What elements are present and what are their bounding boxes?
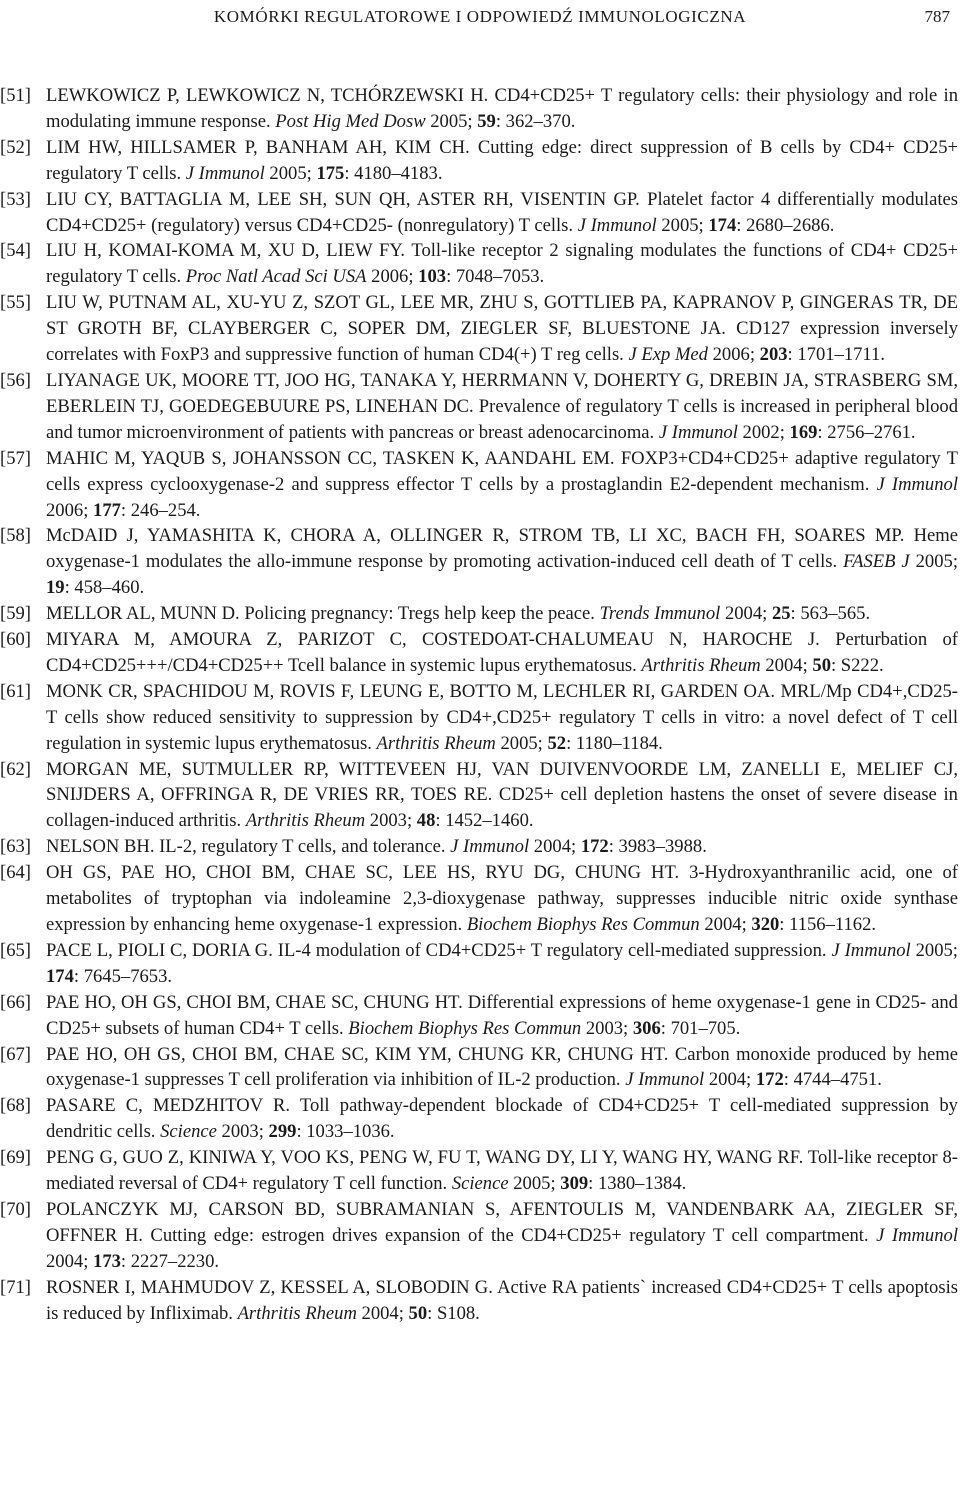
reference-authors: LIM HW, HILLSAMER P, BANHAM AH, KIM CH.	[46, 136, 470, 158]
reference-journal: J Immunol	[185, 162, 265, 184]
reference-title: IL-2, regulatory T cells, and tolerance.	[154, 836, 451, 858]
reference-item	[0, 679, 958, 757]
reference-title: 3-Hydroxyanthranilic acid, one of metabolites of tryptophan via indoleamine 2,3-dioxygenase pathway, suppresses inducible nitric oxide synthase expression by enhancing heme oxygenase-1 expression.	[46, 862, 958, 935]
reference-title: Toll-like receptor 8-mediated reversal of CD4+ regulatory T cell function.	[46, 1147, 958, 1195]
reference-pages: : S222.	[830, 654, 884, 676]
reference-list	[0, 83, 958, 1327]
reference-authors: LIU H, KOMAI-KOMA M, XU D, LIEW FY.	[46, 240, 406, 262]
reference-volume: 59	[477, 110, 496, 132]
reference-pages: : 1180–1184.	[566, 732, 663, 754]
reference-number: [57]	[0, 447, 31, 469]
reference-year: 2005;	[508, 1173, 561, 1195]
reference-authors: MONK CR, SPACHIDOU M, ROVIS F, LEUNG E, BOTTO M, LECHLER RI, GARDEN OA.	[46, 680, 776, 702]
reference-item	[0, 860, 958, 938]
reference-number: [54]	[0, 240, 31, 262]
reference-item	[0, 757, 958, 835]
reference-volume: 25	[771, 603, 791, 625]
reference-authors: NELSON BH.	[46, 836, 155, 858]
reference-number: [51]	[0, 85, 31, 106]
reference-year: 2004;	[529, 836, 581, 858]
reference-volume: 174	[46, 965, 74, 987]
reference-journal: Arthritis Rheum	[237, 1302, 357, 1324]
reference-authors: LIU CY, BATTAGLIA M, LEE SH, SUN QH, ASTER RH, VISENTIN GP.	[46, 188, 640, 210]
reference-number: [64]	[0, 862, 31, 884]
reference-authors: MAHIC M, YAQUB S, JOHANSSON CC, TASKEN K, AANDAHL EM.	[46, 447, 615, 469]
reference-authors: LEWKOWICZ P, LEWKOWICZ N, TCHÓRZEWSKI H.	[46, 85, 489, 106]
reference-volume: 19	[46, 577, 65, 599]
reference-title: Cutting edge: estrogen drives expansion of the CD4+CD25+ regulatory T cell compartment.	[142, 1224, 877, 1246]
reference-pages: : 2227–2230.	[120, 1250, 220, 1272]
reference-volume: 175	[316, 162, 345, 184]
reference-number: [53]	[0, 188, 31, 210]
reference-journal: Arthritis Rheum	[376, 732, 496, 754]
reference-journal: Proc Natl Acad Sci USA	[185, 266, 367, 288]
reference-authors: LIYANAGE UK, MOORE TT, JOO HG, TANAKA Y, HERRMANN V, DOHERTY G, DREBIN JA, STRASBERG SM, EBERLEIN TJ, GOEDEGEBUURE PS, LINEHAN DC.	[46, 369, 958, 417]
reference-authors: POLANCZYK MJ, CARSON BD, SUBRAMANIAN S, AFENTOULIS M, VANDENBARK AA, ZIEGLER SF, OFFNER H.	[46, 1198, 958, 1246]
reference-title: FOXP3+CD4+CD25+ adaptive regulatory T cells express cyclooxygenase-2 and suppress effector T cells by a prostaglandin E2-dependent mechanism.	[46, 447, 958, 495]
reference-volume: 309	[560, 1173, 589, 1195]
reference-number: [52]	[0, 136, 31, 158]
reference-number: [69]	[0, 1147, 31, 1169]
reference-volume: 169	[789, 421, 818, 443]
reference-item	[0, 938, 958, 990]
reference-number: [58]	[0, 525, 31, 547]
running-title: KOMÓRKI REGULATOROWE I ODPOWIEDŹ IMMUNOLOGICZNA	[213, 7, 747, 26]
reference-item	[0, 834, 958, 860]
reference-authors: MORGAN ME, SUTMULLER RP, WITTEVEEN HJ, VAN DUIVENVOORDE LM, ZANELLI E, MELIEF CJ, SNIJDERS A, OFFRINGA R, DE VRIES RR, TOES RE.	[46, 758, 958, 806]
reference-item	[0, 368, 958, 446]
reference-number: [63]	[0, 836, 31, 858]
reference-authors: PACE L, PIOLI C, DORIA G.	[46, 939, 273, 961]
reference-item	[0, 1042, 958, 1094]
reference-volume: 320	[751, 914, 780, 935]
reference-item	[0, 1145, 958, 1197]
reference-year: 2006;	[46, 499, 94, 521]
reference-item	[0, 290, 958, 368]
reference-year: 2002;	[737, 421, 790, 443]
reference-number: [59]	[0, 603, 31, 625]
reference-item	[0, 446, 958, 524]
reference-journal: J Immunol	[876, 473, 958, 495]
reference-pages: : 3983–3988.	[608, 836, 707, 858]
reference-number: [65]	[0, 939, 31, 961]
reference-volume: 172	[580, 836, 609, 858]
reference-journal: Biochem Biophys Res Commun	[348, 1017, 582, 1039]
reference-title: Prevalence of regulatory T cells is increased in peripheral blood and tumor microenvironment of patients with pancreas or breast adenocarcinoma.	[46, 395, 959, 443]
reference-title: Perturbation of CD4+CD25+++/CD4+CD25++ Tcell balance in systemic lupus erythematosus.	[46, 629, 959, 676]
reference-journal: Arthritis Rheum	[641, 654, 761, 676]
reference-pages: : 7645–7653.	[73, 965, 173, 987]
reference-volume: 172	[755, 1069, 784, 1091]
reference-pages: : 4180–4183.	[344, 162, 443, 184]
reference-year: 2004;	[46, 1250, 94, 1272]
reference-title: Policing pregnancy: Tregs help keep the peace.	[239, 603, 600, 625]
reference-volume: 203	[759, 344, 788, 366]
reference-volume: 299	[268, 1121, 297, 1143]
reference-year: 2005;	[656, 214, 709, 236]
reference-year: 2004;	[704, 1069, 756, 1091]
reference-pages: : 563–565.	[790, 603, 871, 625]
reference-authors: MELLOR AL, MUNN D.	[46, 603, 240, 625]
reference-journal: Post Hig Med Dosw	[275, 110, 426, 132]
reference-item	[0, 990, 958, 1042]
reference-authors: ROSNER I, MAHMUDOV Z, KESSEL A, SLOBODIN G.	[46, 1276, 493, 1298]
reference-number: [62]	[0, 758, 31, 780]
reference-item	[0, 238, 958, 290]
reference-pages: : 4744–4751.	[783, 1069, 882, 1091]
reference-pages: : 1380–1384.	[588, 1173, 687, 1195]
reference-number: [55]	[0, 292, 31, 314]
reference-journal: Science	[451, 1173, 509, 1195]
reference-pages: : 458–460.	[64, 577, 145, 599]
reference-title: IL-4 modulation of CD4+CD25+ T regulatory cell-mediated suppression.	[272, 939, 832, 961]
reference-year: 2005;	[425, 110, 478, 132]
reference-journal: J Immunol	[625, 1069, 705, 1091]
reference-year: 2003;	[216, 1121, 269, 1143]
reference-journal: Arthritis Rheum	[245, 810, 366, 832]
reference-authors: OH GS, PAE HO, CHOI BM, CHAE SC, LEE HS, RYU DG, CHUNG HT.	[46, 862, 680, 884]
reference-title: CD4+CD25+ T regulatory cells: their physiology and role in modulating immune response.	[46, 85, 958, 132]
reference-item	[0, 135, 958, 187]
reference-pages: : 2756–2761.	[817, 421, 916, 443]
reference-volume: 173	[93, 1250, 121, 1272]
running-header	[0, 6, 960, 28]
reference-item	[0, 83, 958, 135]
reference-authors: LIU W, PUTNAM AL, XU-YU Z, SZOT GL, LEE MR, ZHU S, GOTTLIEB PA, KAPRANOV P, GINGERAS TR, DE ST GROTH BF, CLAYBERGER C, SOPER DM, ZIEGLER SF, BLUESTONE JA.	[46, 292, 958, 340]
reference-title: Platelet factor 4 differentially modulates CD4+CD25+ (regulatory) versus CD4+CD25- (nonregulatory) T cells.	[46, 188, 958, 236]
reference-item	[0, 627, 958, 679]
reference-year: 2004;	[720, 603, 772, 625]
reference-number: [60]	[0, 629, 31, 651]
reference-title: MRL/Mp CD4+,CD25- T cells show reduced sensitivity to suppression by CD4+,CD25+ regulatory T cells in vitro: a novel defect of T cell regulation in systemic lupus erythematosus.	[46, 680, 958, 754]
reference-title: Active RA patients` increased CD4+CD25+ T cells apoptosis is reduced by Infliximab.	[46, 1276, 958, 1324]
reference-journal: J Exp Med	[628, 344, 708, 366]
reference-authors: PAE HO, OH GS, CHOI BM, CHAE SC, CHUNG HT.	[46, 991, 463, 1013]
reference-year: 2006;	[707, 344, 760, 366]
reference-volume: 174	[708, 214, 737, 236]
reference-title: Carbon monoxide produced by heme oxygenase-1 suppresses T cell proliferation via inhibition of IL-2 production.	[46, 1043, 959, 1091]
reference-year: 2003;	[581, 1017, 633, 1039]
reference-pages: : 701–705.	[660, 1017, 741, 1039]
reference-pages: : S108.	[427, 1302, 480, 1324]
reference-year: 2005;	[495, 732, 548, 754]
reference-volume: 306	[632, 1017, 661, 1039]
reference-title: CD127 expression inversely correlates with FoxP3 and suppressive function of human CD4(+) T reg cells.	[46, 318, 958, 366]
reference-year: 2006;	[366, 266, 419, 288]
reference-number: [71]	[0, 1276, 31, 1298]
reference-title: Toll pathway-dependent blockade of CD4+CD25+ T cell-mediated suppression by dendritic cells.	[46, 1095, 958, 1143]
reference-item	[0, 1093, 958, 1145]
reference-journal: J Immunol	[658, 421, 738, 443]
reference-authors: PAE HO, OH GS, CHOI BM, CHAE SC, KIM YM, CHUNG KR, CHUNG HT.	[46, 1043, 669, 1065]
reference-journal: Biochem Biophys Res Commun	[466, 914, 700, 935]
reference-journal: FASEB J	[843, 551, 910, 573]
reference-pages: : 2680–2686.	[736, 214, 835, 236]
reference-volume: 50	[812, 654, 831, 676]
reference-year: 2003;	[365, 810, 417, 832]
reference-year: 2004;	[356, 1302, 409, 1324]
reference-pages: : 7048–7053.	[446, 266, 545, 288]
reference-journal: Trends Immunol	[599, 603, 721, 625]
page-number: 787	[924, 7, 950, 26]
reference-volume: 177	[93, 499, 121, 521]
reference-journal: J Immunol	[577, 214, 657, 236]
reference-pages: : 1156–1162.	[779, 914, 877, 935]
reference-journal: J Immunol	[831, 939, 911, 961]
reference-volume: 103	[418, 266, 447, 288]
reference-item	[0, 1275, 958, 1327]
reference-volume: 50	[408, 1302, 428, 1324]
reference-item	[0, 187, 958, 239]
reference-year: 2005;	[910, 939, 958, 961]
reference-pages: : 1452–1460.	[435, 810, 534, 832]
reference-item	[0, 523, 958, 601]
reference-pages: : 246–254.	[120, 499, 201, 521]
reference-authors: McDAID J, YAMASHITA K, CHORA A, OLLINGER R, STROM TB, LI XC, BACH FH, SOARES MP.	[46, 525, 905, 547]
reference-item	[0, 601, 958, 627]
reference-number: [66]	[0, 991, 31, 1013]
reference-journal: Science	[160, 1121, 217, 1143]
reference-year: 2005;	[264, 162, 317, 184]
reference-volume: 48	[416, 810, 436, 832]
reference-number: [56]	[0, 369, 31, 391]
reference-item	[0, 1197, 958, 1275]
reference-authors: PENG G, GUO Z, KINIWA Y, VOO KS, PENG W, FU T, WANG DY, LI Y, WANG HY, WANG RF.	[46, 1147, 804, 1169]
reference-journal: J Immunol	[876, 1224, 958, 1246]
reference-authors: MIYARA M, AMOURA Z, PARIZOT C, COSTEDOAT-CHALUMEAU N, HAROCHE J.	[46, 629, 820, 651]
reference-year: 2005;	[909, 551, 958, 573]
reference-pages: : 362–370.	[495, 110, 576, 132]
reference-pages: : 1033–1036.	[296, 1121, 395, 1143]
reference-title: Heme oxygenase-1 modulates the allo-immune response by promoting activation-induced cell death of T cells.	[46, 525, 959, 573]
reference-title: CD25+ cell depletion hastens the onset of severe disease in collagen-induced arthritis.	[46, 784, 958, 832]
reference-number: [68]	[0, 1095, 31, 1117]
reference-number: [70]	[0, 1198, 31, 1220]
reference-title: Differential expressions of heme oxygenase-1 gene in CD25- and CD25+ subsets of human CD4+ T cells.	[46, 991, 958, 1039]
reference-year: 2004;	[699, 914, 752, 935]
reference-year: 2004;	[760, 654, 813, 676]
reference-pages: : 1701–1711.	[787, 344, 885, 366]
reference-title: Cutting edge: direct suppression of B cells by CD4+ CD25+ regulatory T cells.	[46, 136, 959, 184]
reference-title: Toll-like receptor 2 signaling modulates the functions of CD4+ CD25+ regulatory T cells.	[46, 240, 959, 288]
reference-volume: 52	[547, 732, 567, 754]
reference-journal: J Immunol	[450, 836, 530, 858]
reference-number: [67]	[0, 1043, 31, 1065]
reference-number: [61]	[0, 680, 31, 702]
reference-authors: PASARE C, MEDZHITOV R.	[46, 1095, 291, 1117]
